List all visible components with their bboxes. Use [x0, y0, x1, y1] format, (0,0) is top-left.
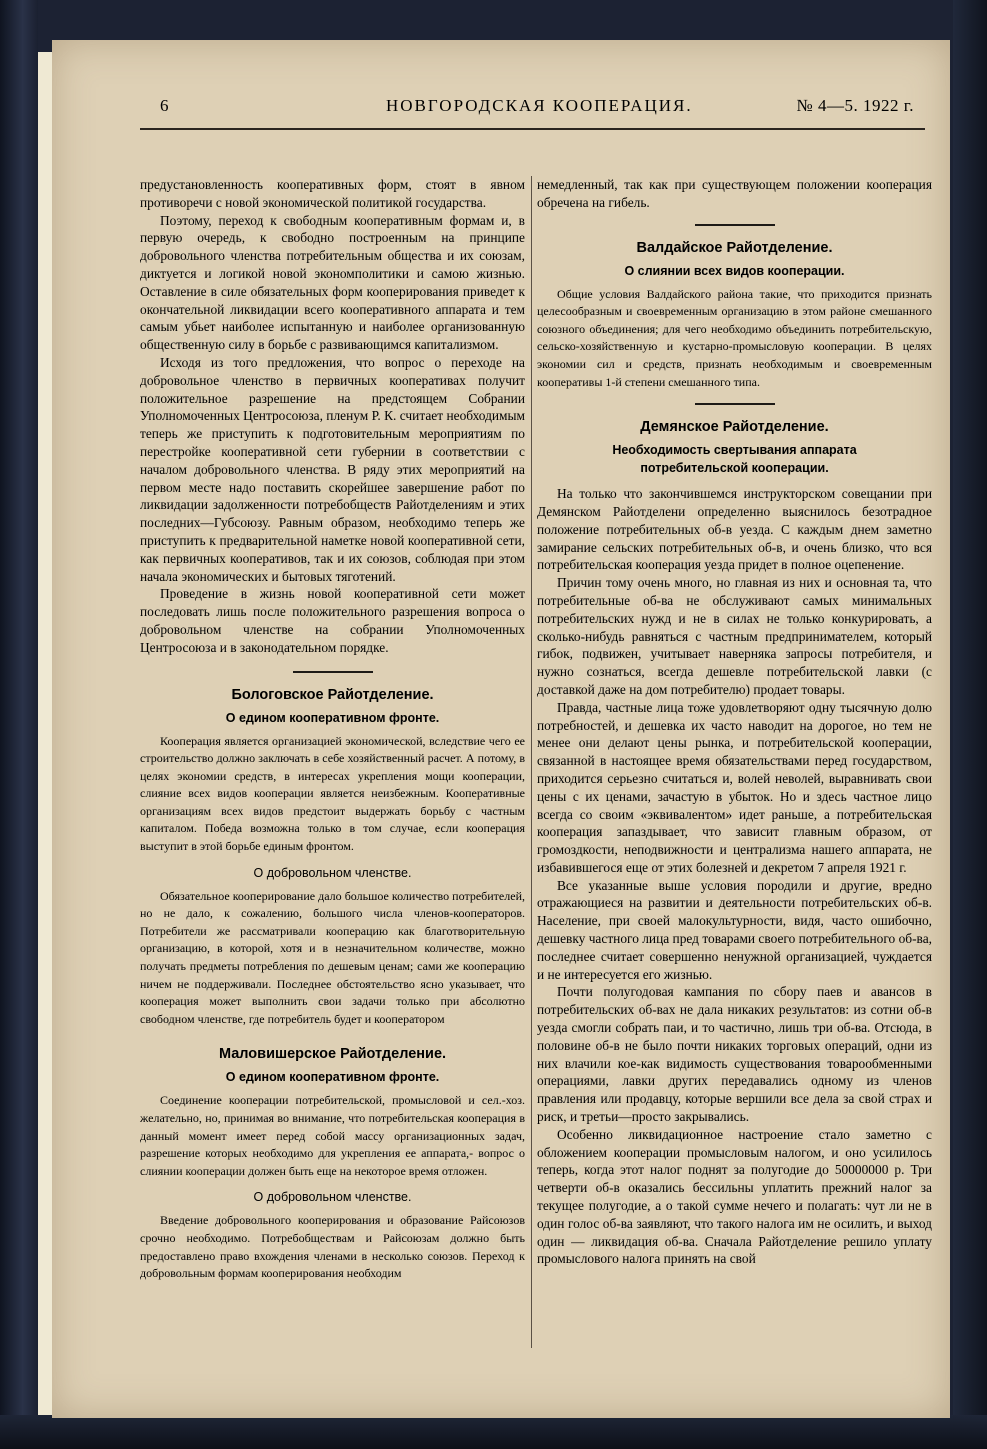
subheading: О слиянии всех видов кооперации.	[624, 263, 845, 278]
book-binding-bottom	[0, 1415, 987, 1449]
paragraph: Проведение в жизнь новой кооперативной сети может последовать лишь после положительного разрешения вопроса о добровольном членстве на собрании Уполномоченных Центросоюза и в законодательном порядке.	[140, 586, 525, 655]
section-separator	[695, 403, 775, 405]
section-separator	[293, 671, 373, 673]
section-heading: Валдайское Райотделение.	[636, 239, 833, 256]
book-binding-left	[0, 0, 38, 1449]
paragraph: Соединение кооперации потребительской, промысловой и сел.-хоз. желательно, но, принимая во внимание, что потребительская кооперация в данный момент имеет перед собой массу организационных задач, разрешение которых необходимо для укрепления ее аппарата,- вопрос о слиянии кооперации должен быть еще на некоторое время отложен.	[140, 1093, 525, 1178]
paragraph: Почти полугодовая кампания по сбору паев и авансов в потребительских об-вах не дала никаких результатов: из сотни об-в уезда смогли собрать паи, и то частично, лишь три об-ва. Отсюда, в половине об-в не было почти никаких торговых операций, одни из них влачили кое-как видимость существования товарообменными операциями, лавки других передавались одному из членов правления или продавцу, которые вершили все дела за свой страх и риск, и третьи—просто закрывались.	[537, 984, 932, 1125]
paragraph: предустановленность кооперативных форм, стоят в явном противоречи с новой экономической политикой государства.	[140, 177, 525, 210]
subheading: О едином кооперативном фронте.	[225, 710, 440, 725]
section-heading: Демянское Райотделение.	[640, 419, 829, 436]
book-binding-right	[953, 0, 987, 1449]
left-column	[140, 176, 525, 1283]
journal-title: НОВГОРОДСКАЯ КООПЕРАЦИЯ.	[386, 96, 693, 115]
subheading: О добровольном членстве.	[253, 1190, 412, 1205]
right-column	[537, 176, 932, 1268]
paragraph: Поэтому, переход к свободным кооперативным формам и, в первую очередь, к свободно построенным на принципе добровольного членства потребительным общества и их союзам, диктуется и логикой новой экономполитики и самою жизнью. Оставление в силе обязательных форм кооперирования приведет к окончательной ликвидации всего кооперативного аппарата и тем самым убьет наиболее испытанную и наиболее организованную общественную силу в борьбе с развивающимся капитализмом.	[140, 212, 525, 353]
section-separator	[695, 224, 775, 226]
paragraph: На только что закончившемся инструкторском совещании при Демянском Райотделени определенно выяснилось безотрадное положение потребительных об-в уезда. С каждым днем заметно замирание сельских потребительных об-в, и очень близко, что вся потребительская кооперация уезда придет в полное оцепенение.	[537, 486, 932, 573]
column-rule	[531, 176, 532, 1348]
subheading: О едином кооперативном фронте.	[225, 1070, 440, 1085]
issue-number: № 4—5. 1922 г.	[796, 96, 914, 115]
paragraph: Обязательное кооперирование дало большое количество потребителей, но не дало, к сожалению, большого числа членов-кооператоров. Потребители же рассматривали кооперацию как благотворительную организацию, в которой, хотя и в незначительном количестве, можно получать предметы потребления по дешевым ценам; сами же кооперацию ничем не поддерживали. Последнее обстоятельство ясно указывает, что кооперация может выполнить свои задачи только при абсолютно свободном членстве, где потребитель будет и кооператором	[140, 888, 525, 1026]
paragraph: немедленный, так как при существующем положении кооперация обречена на гибель.	[537, 177, 932, 210]
paragraph: Особенно ликвидационное настроение стало заметно с обложением кооперации промысловым налогом, и оно усилилось теперь, когда этот налог поднят за полугодие до 50000000 р. Три четверти об-в оказались бессильны уплатить прежний налог за текущее полугодие, а о такой сумме нечего и полагать: чут ли не в один голос об-ва заявляют, что такого налога им не осилить, и выход один — ликвидация об-ва. Сначала Райотделение решило уплату промыслового налога принять на свой	[537, 1126, 932, 1267]
page-number: 6	[160, 96, 169, 115]
section-heading: Маловишерское Райотделение.	[218, 1046, 447, 1063]
paragraph: Общие условия Валдайского района такие, что приходится признать целесообразным и своевременным организацию в этом районе смешанного союзного объединения; для чего необходимо объединить потребительскую, сельско-хозяйственную и кустарно-промысловую кооперации. В целях экономии сил и средств, признать необходимым и своевременным кооперативы 1-й степени смешанного типа.	[537, 286, 932, 389]
paragraph: Кооперация является организацией экономической, вследствие чего ее строительство должно заключать в себе хозяйственный расчет. А потому, в целях экономии средств, в интересах укрепления мощи кооперации, слияние всех видов кооперации является неизбежным. Кооперативные организациям всех видов предстоит выдержать борьбу с частным капиталом. Победа возможна только в том случае, если кооперация выступит в этой борьбе единым фронтом.	[140, 733, 525, 854]
paragraph: Правда, частные лица тоже удовлетворяют одну тысячную долю потребностей, и дешевка их часто наводит на дорогое, но тем не менее они делают цены рынка, и потребительской кооперации, связанной в настоящее время обязательствами перед государством, приходится серьезно считаться и, волей неволей, выравнивать свои цены с их ценами, зачастую в убыток. Но и здесь частное лицо всегда со своим «эквивалентом» идет раньше, а потребительская кооперация запаздывает, что зависит главным образом, от громоздкости, неподвижности и централизма нашего аппарата, не избавившегося еще от этих болезней и декретом 7 апреля 1921 г.	[537, 699, 932, 875]
paragraph: Исходя из того предложения, что вопрос о переходе на добровольное членство в первичных кооперативах получит положительное разрешение на предстоящем Собрании Уполномоченных Центросоюза, пленум Р. К. считает необходимым теперь же приступить к подготовительным мероприятиям по перестройке кооперативной сети губернии в соответствии с началом добровольного членства. В ряду этих мероприятий на первом месте надо поставить скорейшее завершение работ по ликвидации задолженности потребобществ Райотделениям и этих последних—Губсоюзу. Равным образом, необходимо теперь же приступить к предварительной наметке новой кооперативной сети, как первичных кооперативов, так и их союзов, соблюдая при этом начала экономических и бытовых тяготений.	[140, 354, 525, 584]
subheading: О добровольном членстве.	[253, 865, 412, 880]
header-rule	[140, 128, 925, 130]
section-heading: Бологовское Райотделение.	[231, 686, 434, 703]
subheading: Необходимость свертывания аппарата потребительской кооперации.	[612, 443, 857, 476]
paragraph: Все указанные выше условия породили и другие, вредно отражающиеся на развитии и деятельности потребительских об-в. Население, при своей малокультурности, видя, часто ошибочно, дешевку частного лица пред товарами своего потребительного об-ва, последнее считает совершенно ненужной организацией, чуждается и не интересуется его жизнью.	[537, 877, 932, 982]
paragraph: Введение добровольного кооперирования и образование Райсоюзов срочно необходимо. Потребобществам и Райсоюзам должно быть предоставлено право вхождения членами в несколько союзов. Переход к добровольным формам кооперирования необходим	[140, 1213, 525, 1281]
running-header	[108, 96, 918, 122]
paragraph: Причин тому очень много, но главная из них и основная та, что потребительные об-ва не обслуживают самых минимальных потребительских нужд и не в силах не только конкурировать, а сколько-нибудь равняться с частным предпринимателем, который гибок, подвижен, учитывает наверняка запросы потребителя, и нужно сознаться, всегда дешевле потребительской лавки (с доставкой даже на дом потребителю) продает товары.	[537, 575, 932, 697]
